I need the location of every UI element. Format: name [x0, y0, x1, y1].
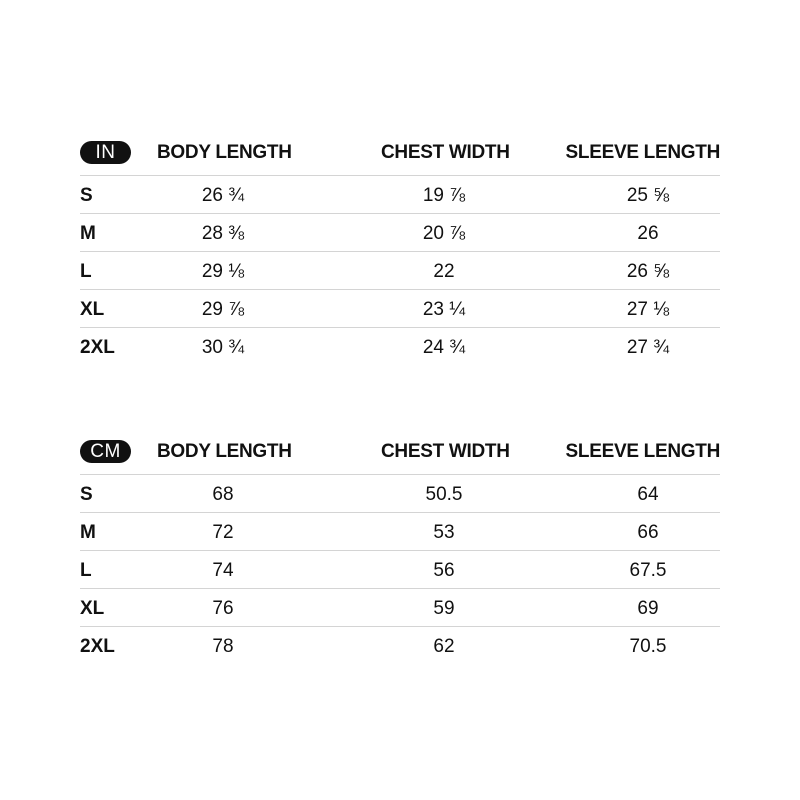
chest-width-value: 24 ¾ — [422, 337, 466, 358]
sleeve-length-value: 66 — [637, 522, 659, 543]
header-chest-width: CHEST WIDTH — [381, 142, 510, 163]
unit-badge-cm: CM — [80, 440, 131, 463]
chest-width-value: 53 — [433, 522, 455, 543]
chest-width-value: 62 — [433, 636, 455, 657]
table-row — [80, 513, 720, 551]
body-length-value: 26 ¾ — [201, 185, 245, 206]
chest-width-value: 20 ⅞ — [422, 223, 466, 244]
size-label: XL — [80, 598, 105, 619]
header-body-length: BODY LENGTH — [157, 142, 292, 163]
table-header — [80, 437, 720, 475]
size-table-centimeters — [80, 437, 720, 664]
sleeve-length-value: 25 ⅝ — [626, 185, 670, 206]
body-length-value: 72 — [212, 522, 234, 543]
body-length-value: 30 ¾ — [201, 337, 245, 358]
body-length-value: 76 — [212, 598, 234, 619]
body-length-value: 74 — [212, 560, 234, 581]
table-row — [80, 214, 720, 252]
table-header — [80, 138, 720, 176]
size-label: M — [80, 223, 96, 244]
header-sleeve-length: SLEEVE LENGTH — [565, 142, 720, 163]
table-row — [80, 589, 720, 627]
size-label: 2XL — [80, 636, 115, 657]
size-table-inches — [80, 138, 720, 365]
size-label: S — [80, 185, 93, 206]
body-length-value: 68 — [212, 484, 234, 505]
size-label: S — [80, 484, 93, 505]
size-label: 2XL — [80, 337, 115, 358]
sleeve-length-value: 26 ⅝ — [626, 261, 670, 282]
unit-badge-in: IN — [80, 141, 131, 164]
chest-width-value: 23 ¼ — [422, 299, 466, 320]
sleeve-length-value: 26 — [637, 223, 659, 244]
sleeve-length-value: 64 — [637, 484, 659, 505]
sleeve-length-value: 69 — [637, 598, 659, 619]
body-length-value: 28 ⅜ — [201, 223, 245, 244]
table-row — [80, 627, 720, 664]
body-length-value: 29 ⅛ — [201, 261, 245, 282]
header-sleeve-length: SLEEVE LENGTH — [565, 441, 720, 462]
size-label: M — [80, 522, 96, 543]
body-length-value: 29 ⅞ — [201, 299, 245, 320]
header-body-length: BODY LENGTH — [157, 441, 292, 462]
table-row — [80, 475, 720, 513]
table-row — [80, 290, 720, 328]
chest-width-value: 50.5 — [425, 484, 463, 505]
sleeve-length-value: 67.5 — [629, 560, 667, 581]
sleeve-length-value: 27 ⅛ — [626, 299, 670, 320]
table-row — [80, 551, 720, 589]
table-row — [80, 176, 720, 214]
table-row — [80, 252, 720, 290]
sleeve-length-value: 70.5 — [629, 636, 667, 657]
table-row — [80, 328, 720, 365]
chest-width-value: 56 — [433, 560, 455, 581]
sleeve-length-value: 27 ¾ — [626, 337, 670, 358]
size-label: L — [80, 560, 92, 581]
chest-width-value: 22 — [433, 261, 455, 282]
body-length-value: 78 — [212, 636, 234, 657]
size-label: L — [80, 261, 92, 282]
chest-width-value: 59 — [433, 598, 455, 619]
header-chest-width: CHEST WIDTH — [381, 441, 510, 462]
size-label: XL — [80, 299, 105, 320]
chest-width-value: 19 ⅞ — [422, 185, 466, 206]
